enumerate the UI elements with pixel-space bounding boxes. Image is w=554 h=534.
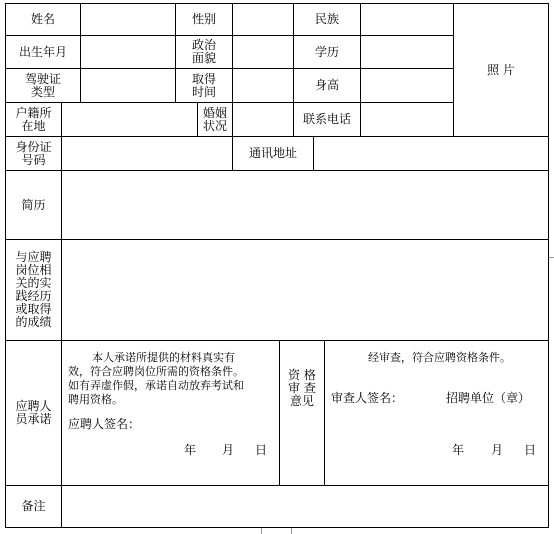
pledge-text-1: 本人承诺所提供的材料真实有 <box>92 351 235 364</box>
pledge-text-4: 聘用资格。 <box>68 393 123 406</box>
label-pledge: 应聘人 员承诺 <box>5 340 62 486</box>
label-resume: 简历 <box>5 170 62 240</box>
label-birth: 出生年月 <box>5 35 81 69</box>
gender-field[interactable] <box>232 3 294 36</box>
review-year: 年 <box>452 443 465 457</box>
margin-mark-right <box>549 257 554 264</box>
political-field[interactable] <box>232 35 294 69</box>
acquire-time-field[interactable] <box>232 68 294 103</box>
review-reviewer-label: 审查人签名： <box>331 391 404 405</box>
idcard-field[interactable] <box>61 136 233 171</box>
photo-box[interactable] <box>453 3 549 137</box>
review-month: 月 <box>491 443 504 457</box>
margin-mark-bottom-mid <box>291 528 298 534</box>
label-photo: 照 片 <box>487 62 515 77</box>
review-statement: 经审查，符合应聘资格条件。 <box>368 351 511 364</box>
pledge-month: 月 <box>222 443 235 457</box>
experience-field[interactable] <box>61 239 549 341</box>
pledge-text-3: 如有弄虚作假，承诺自动放弃考试和 <box>68 379 244 392</box>
margin-mark-bottom-left <box>261 528 268 534</box>
ethnicity-field[interactable] <box>360 3 454 36</box>
review-day: 日 <box>524 443 537 457</box>
label-household: 户籍所 在地 <box>5 102 62 137</box>
label-phone: 联系电话 <box>293 102 361 137</box>
license-field[interactable] <box>80 68 176 103</box>
name-field[interactable] <box>80 3 176 36</box>
label-marital: 婚姻 状况 <box>197 102 233 137</box>
label-education: 学历 <box>293 35 361 69</box>
label-experience: 与应聘 岗位相 关的实 践经历 或取得 的成绩 <box>5 239 62 341</box>
pledge-day: 日 <box>255 443 268 457</box>
label-political: 政治 面貌 <box>175 35 233 69</box>
label-gender: 性别 <box>175 3 233 36</box>
label-review: 资 格 审 查 意见 <box>279 340 325 486</box>
height-field[interactable] <box>360 68 454 103</box>
review-unit-label: 招聘单位（章） <box>446 391 531 405</box>
pledge-year: 年 <box>184 443 197 457</box>
label-name: 姓名 <box>5 3 81 36</box>
remarks-field[interactable] <box>61 485 549 528</box>
pledge-text-2: 效，符合应聘岗位所需的资格条件。 <box>68 365 244 378</box>
label-ethnicity: 民族 <box>293 3 361 36</box>
label-idcard: 身份证 号码 <box>5 136 62 171</box>
resume-field[interactable] <box>61 170 549 240</box>
phone-field[interactable] <box>360 102 454 137</box>
label-license: 驾驶证 类型 <box>5 68 81 103</box>
education-field[interactable] <box>360 35 454 69</box>
address-field[interactable] <box>313 136 549 171</box>
marital-field[interactable] <box>232 102 294 137</box>
label-height: 身高 <box>293 68 361 103</box>
label-acquire-time: 取得 时间 <box>175 68 233 103</box>
household-field[interactable] <box>61 102 198 137</box>
birth-field[interactable] <box>80 35 176 69</box>
pledge-signature-label: 应聘人签名： <box>68 417 141 431</box>
label-remarks: 备注 <box>5 485 62 528</box>
label-address: 通讯地址 <box>232 136 314 171</box>
